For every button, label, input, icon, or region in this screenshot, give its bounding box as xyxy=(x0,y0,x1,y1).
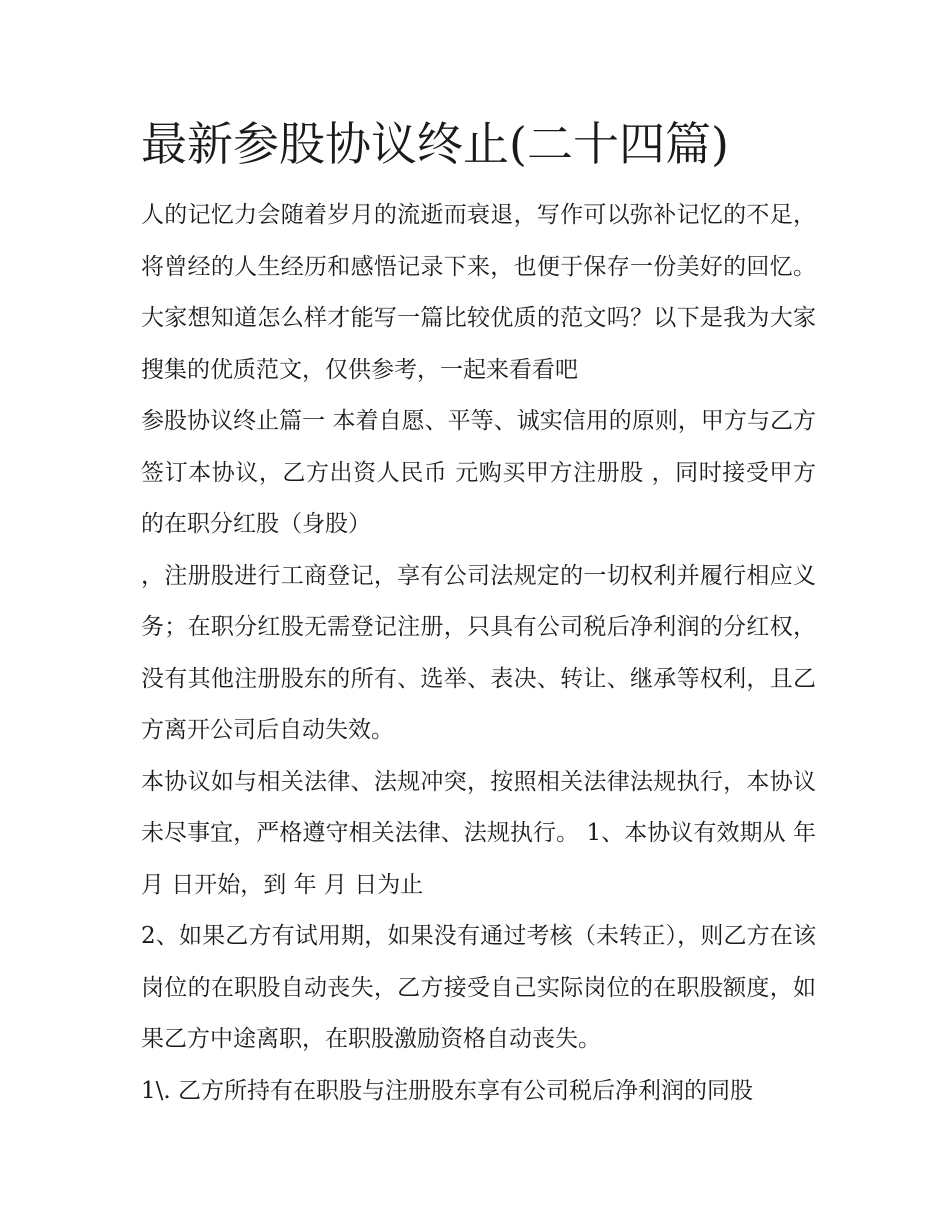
registered-share-paragraph: ，注册股进行工商登记，享有公司法规定的一切权利并履行相应义务；在职分红股无需登记注册，只具有公司税后净利润的分红权，没有其他注册股东的所有、选举、表决、转让、继承等权利，且乙方离开公司后自动失效。 xyxy=(141,562,816,743)
legal-compliance-paragraph: 本协议如与相关法律、法规冲突，按照相关法律法规执行，本协议未尽事宜，严格遵守相关法律、法规执行。 1、本协议有效期从 年 月 日开始，到 年 月 日为止 xyxy=(141,768,816,898)
document-page xyxy=(141,112,816,1117)
document-title: 最新参股协议终止(二十四篇) xyxy=(141,117,729,171)
probation-paragraph: 2、如果乙方有试用期，如果没有通过考核（未转正），则乙方在该岗位的在职股自动丧失，乙方接受自己实际岗位的在职股额度，如果乙方中途离职，在职股激励资格自动丧失。 xyxy=(141,923,816,1052)
section-one-paragraph: 参股协议终止篇一 本着自愿、平等、诚实信用的原则，甲方与乙方签订本协议，乙方出资人民币 元购买甲方注册股 ，同时接受甲方的在职分红股（身股） xyxy=(141,408,816,537)
intro-paragraph: 人的记忆力会随着岁月的流逝而衰退，写作可以弥补记忆的不足，将曾经的人生经历和感悟记录下来，也便于保存一份美好的回忆。大家想知道怎么样才能写一篇比较优质的范文吗？以下是我为大家搜集的优质范文，仅供参考，一起来看看吧 xyxy=(141,202,816,383)
dividend-paragraph: 1\. 乙方所持有在职股与注册股东享有公司税后净利润的同股 xyxy=(141,1077,754,1104)
